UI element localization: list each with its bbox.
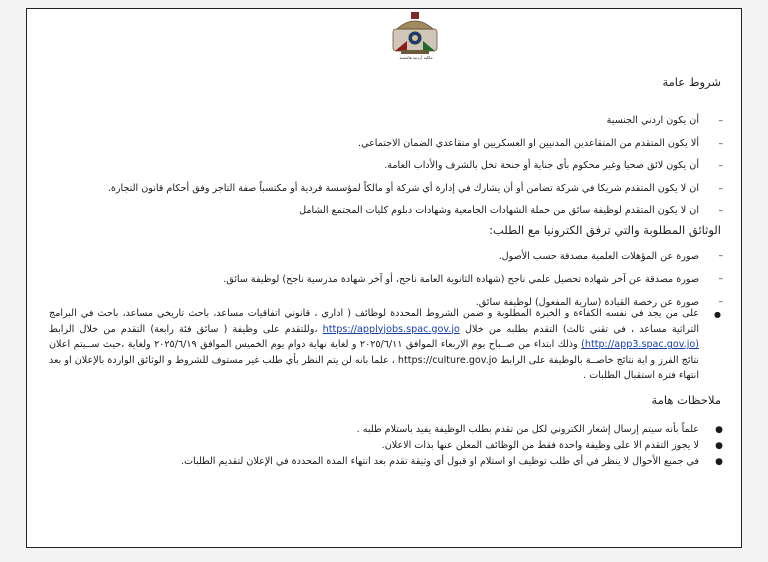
documents-list bbox=[59, 245, 723, 314]
document-page bbox=[26, 8, 742, 548]
bullet-icon: ● bbox=[715, 425, 723, 435]
list-item: ● علماً بأنه سيتم إرسال إشعار الكتروني لكل من تقدم بطلب الوظيفة يفيد باستلام طلبه . bbox=[59, 422, 699, 438]
dash-icon: – bbox=[718, 161, 723, 171]
list-item: – صورة عن رخصة القيادة (سارية المفعول) لوظيفة سائق. bbox=[59, 291, 699, 314]
bullet-icon: ● bbox=[714, 310, 721, 319]
applyjobs-link[interactable]: https://applyjobs.spac.gov.jo bbox=[322, 323, 460, 335]
application-paragraph: ● على من يجد في نفسه الكفاءة و الخبرة المطلوبة و ضمن الشروط المحددة لوظائف ( اداري ، قانوني اتفاقيات مساعد، باحث تاريخي مساعد، باحث في البرامج التراثية مساعد ، في تقني ثالث) التقدم بطلبه من خلال https://applyjobs.spac.gov.jo ،وللتقدم على وظيفة ( سائق فئة رابعة) التقدم من خلال الرابط (http://app3.spac.gov.jo) وذلك ابتداء من صــباح يوم الاربعاء الموافق ٢٠٢٥/٦/١١ و لغاية نهاية دوام يوم الخميس الموافق ٢٠٢٥/٦/١٩ ولغاية ،حيث ســيتم اعلان نتائج الفرز و اية نتائج خاصــة بالوظيفة على الرابط https://culture.gov.jo ، علما بانه لن يتم النظر بأي طلب غير مستوف للشروط و الوثائق الواردة بالإعلان او بعد انتهاء فترة استقبال الطلبات . bbox=[49, 308, 721, 381]
list-item: ● في جميع الأحوال لا ينظر في أي طلب توظيف او استلام او قبول أي وثيقة تقدم بعد انتهاء المدة المحددة في الإعلان لتقديم الطلبات. bbox=[59, 454, 699, 470]
conditions-list bbox=[59, 110, 723, 223]
dash-icon: – bbox=[718, 251, 723, 261]
royal-emblem-icon bbox=[387, 11, 443, 55]
list-item: – صورة مصدقة عن آخر شهادة تحصيل علمي ناجح (شهادة الثانوية العامة ناجح، أو آخر شهادة مدرسية ناجح) لوظيفة سائق. bbox=[59, 268, 699, 291]
culture-link[interactable]: https://culture.gov.jo bbox=[397, 354, 498, 366]
notes-title: ملاحظات هامة bbox=[651, 393, 721, 407]
list-item: – ان لا يكون المتقدم لوظيفة سائق من حملة الشهادات الجامعية وشهادات دبلوم كليات المجتمع الشامل bbox=[59, 200, 699, 223]
list-item: – أن يكون لائق صحيا وغير محكوم بأي جناية أو جنحة تخل بالشرف والأداب العامة. bbox=[59, 155, 699, 178]
dash-icon: – bbox=[718, 116, 723, 126]
dash-icon: – bbox=[718, 206, 723, 216]
list-item: – ان لا يكون المتقدم شريكا في شركة تضامن أو أن يشارك في إدارة أي شركة أو مالكاً لمؤسسة فردية أو مكتسباً صفة التاجر وفق أحكام قانون التجارة. bbox=[59, 178, 699, 201]
list-item: ● لا يجوز التقدم الا على وظيفة واحدة فقط من الوظائف المعلن عنها بذات الاعلان. bbox=[59, 438, 699, 454]
list-item: – أن يكون اردني الجنسية bbox=[59, 110, 699, 133]
emblem-caption: ملكية أردنية هاشمية bbox=[399, 55, 433, 60]
list-item: – صورة عن المؤهلات العلمية مصدقة حسب الأصول. bbox=[59, 245, 699, 268]
conditions-title: شروط عامة bbox=[662, 75, 721, 89]
documents-title: الوثائق المطلوبة والتي ترفق الكترونيا مع الطلب: bbox=[489, 223, 721, 237]
dash-icon: – bbox=[718, 183, 723, 194]
dash-icon: – bbox=[718, 297, 723, 307]
notes-list bbox=[59, 422, 723, 470]
app3-link[interactable]: (http://app3.spac.gov.jo) bbox=[581, 339, 699, 350]
bullet-icon: ● bbox=[715, 457, 723, 467]
bullet-icon: ● bbox=[715, 441, 723, 451]
dash-icon: – bbox=[718, 274, 723, 284]
list-item: – ألا يكون المتقدم من المتقاعدين المدنيين او العسكريين او متقاعدي الضمان الاجتماعي. bbox=[59, 133, 699, 156]
dash-icon: – bbox=[718, 138, 723, 149]
